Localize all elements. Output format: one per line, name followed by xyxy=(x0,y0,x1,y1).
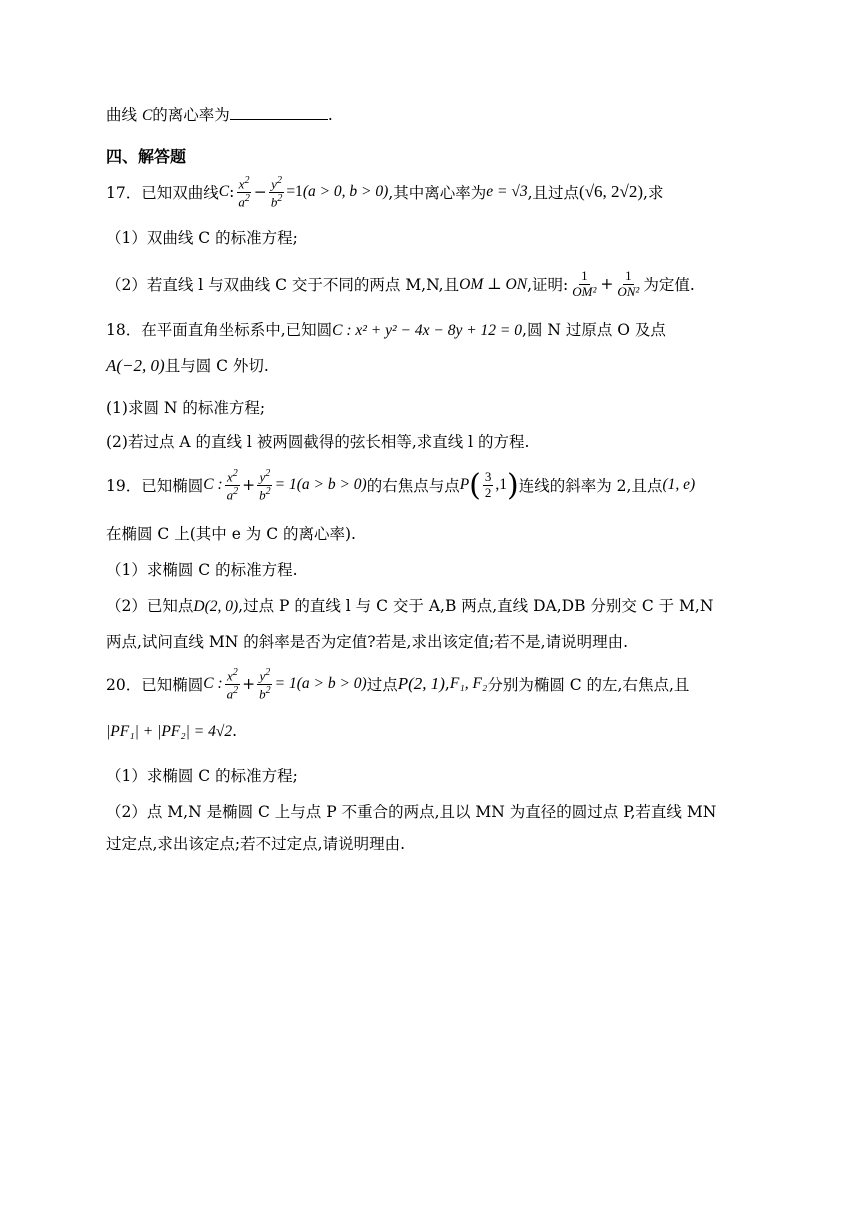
math-C: C xyxy=(218,183,230,200)
math-foci: F₁, F₂ xyxy=(449,675,488,692)
text: 且与圆 C 外切. xyxy=(164,357,269,375)
q19-part1: （1）求椭圆 C 的标准方程. xyxy=(106,561,298,579)
text: （2）若直线 l 与双曲线 C 交于不同的两点 M,N,且 xyxy=(106,276,460,294)
q17-number: 17．已知双曲线 xyxy=(106,184,219,202)
q20-part2-line2: 过定点,求出该定点;若不过定点,请说明理由. xyxy=(106,835,406,853)
fraction-y2-b2: $\frac{y^2}{b^2}$ xyxy=(259,666,271,701)
text: ,过点 P 的直线 l 与 C 交于 A,B 两点,直线 DA,DB 分别交 C 于 M,N xyxy=(238,597,714,615)
fraction-1-ON2: $\frac{1}{\text{ON²}}$ xyxy=(617,268,640,299)
math-circle-equation: C : x² + y² − 4x − 8y + 12 = 0 xyxy=(332,322,523,339)
q20-part1: （1）求椭圆 C 的标准方程; xyxy=(106,767,298,785)
text: ,证明: xyxy=(527,276,569,294)
text: 分别为椭圆 C 的左,右焦点,且 xyxy=(487,676,690,694)
math-eq: = 1(a > b > 0) xyxy=(274,675,367,692)
fraction-y2-b2: $\frac{y^2}{b^2}$ xyxy=(259,467,271,502)
text: 为定值. xyxy=(643,276,695,294)
q18-line2 xyxy=(106,354,269,376)
text: + xyxy=(600,275,614,293)
text: . xyxy=(232,722,238,740)
text: ,圆 N 过原点 O 及点 xyxy=(522,321,666,339)
math-eccentricity: e = √3 xyxy=(486,183,528,200)
fraction-x2-a2: $\frac{x^2}{a^2}$ xyxy=(226,467,239,502)
math-text: ,1 xyxy=(495,476,508,493)
q17-part2 xyxy=(106,262,695,306)
math-eq: = 1(a > b > 0) xyxy=(274,476,367,493)
q19-part2-line1 xyxy=(106,594,713,616)
text: 过点 xyxy=(366,676,398,694)
answer-blank xyxy=(230,105,328,120)
text: 20．已知椭圆 xyxy=(106,676,204,694)
fraction-3-2: $\frac{3}{2}$ xyxy=(484,469,492,500)
math-point-P: P(2, 1) xyxy=(397,674,445,693)
text: 的右焦点与点 xyxy=(366,477,460,495)
math-C: C xyxy=(141,107,153,124)
text: 连线的斜率为 2,且点 xyxy=(518,477,663,495)
fraction-y2-b2: $\frac{y^2}{b^2}$ xyxy=(270,174,283,209)
math-point-D: D(2, 0) xyxy=(193,598,239,615)
math-focal-sum: |PF₁| + |PF₂| = 4√2 xyxy=(106,723,233,740)
q20-line1: 20．已知椭圆 C : $\frac{x^2}{a^2}$ + $\frac{y^2}{b^2}$ = 1(a > b > 0) 过点 P(2, 1) , F₁, F₂ 分别为椭圆 C 的左,右焦点,且 xyxy=(106,666,690,701)
text: 19．已知椭圆 xyxy=(106,477,204,495)
text: , xyxy=(444,675,450,693)
math-P: P xyxy=(459,476,470,493)
math-eq: =1 xyxy=(286,183,303,200)
q19-line1: 19．已知椭圆 C : $\frac{x^2}{a^2}$ + $\frac{y^2}{b^2}$ = 1(a > b > 0) 的右焦点与点 P ( $\frac{3}{2}$ ,1 ) 连线的斜率为 2,且点 (1, e) xyxy=(106,467,696,503)
math-C: C : xyxy=(203,675,223,692)
text: ,其中离心率为 xyxy=(388,184,487,202)
section-heading: 四、解答题 xyxy=(106,147,187,166)
q18-line1 xyxy=(106,318,666,340)
math-perpendicular: OM ⊥ ON xyxy=(459,275,528,293)
eccentricity-question-line xyxy=(106,103,333,125)
math-C: C : xyxy=(203,476,223,493)
text: ,求 xyxy=(643,184,664,202)
q18-part2: (2)若过点 A 的直线 l 被两圆截得的弦长相等,求直线 l 的方程. xyxy=(106,433,530,451)
fraction-1-OM2: $\frac{1}{\text{OM²}}$ xyxy=(572,268,597,299)
fraction-x2-a2: $\frac{x^2}{a^2}$ xyxy=(238,174,250,209)
math-point-e: (1, e) xyxy=(662,476,696,493)
math-point-A: A(−2, 0) xyxy=(106,356,165,375)
q19-line2: 在椭圆 C 上(其中 e 为 C 的离心率). xyxy=(106,525,356,543)
text: ,且过点 xyxy=(527,184,580,202)
q18-part1: (1)求圆 N 的标准方程; xyxy=(106,399,266,417)
text: （2）已知点 xyxy=(106,597,194,615)
q17-part1: （1）双曲线 C 的标准方程; xyxy=(106,229,298,247)
q19-part2-line2: 两点,试问直线 MN 的斜率是否为定值?若是,求出该定值;若不是,请说明理由. xyxy=(106,633,629,651)
q20-line2 xyxy=(106,722,237,741)
text: 的离心率为 xyxy=(152,106,230,124)
math-point: (√6, 2√2) xyxy=(579,182,644,201)
text: 曲线 xyxy=(106,106,138,124)
text: 18．在平面直角坐标系中,已知圆 xyxy=(106,321,333,339)
q20-part2-line1: （2）点 M,N 是椭圆 C 上与点 P 不重合的两点,且以 MN 为直径的圆过点 P,若直线 MN xyxy=(106,803,717,821)
fraction-x2-a2: $\frac{x^2}{a^2}$ xyxy=(226,666,239,701)
q17-line1: 17．已知双曲线 C : $\frac{x^2}{a^2}$ − $\frac{y^2}{b^2}$ =1 (a > 0, b > 0) ,其中离心率为 e = √3 ,且过点 (√6, 2√2) ,求 xyxy=(106,174,664,209)
math-condition: (a > 0, b > 0) xyxy=(302,183,389,200)
text: . xyxy=(327,106,333,124)
